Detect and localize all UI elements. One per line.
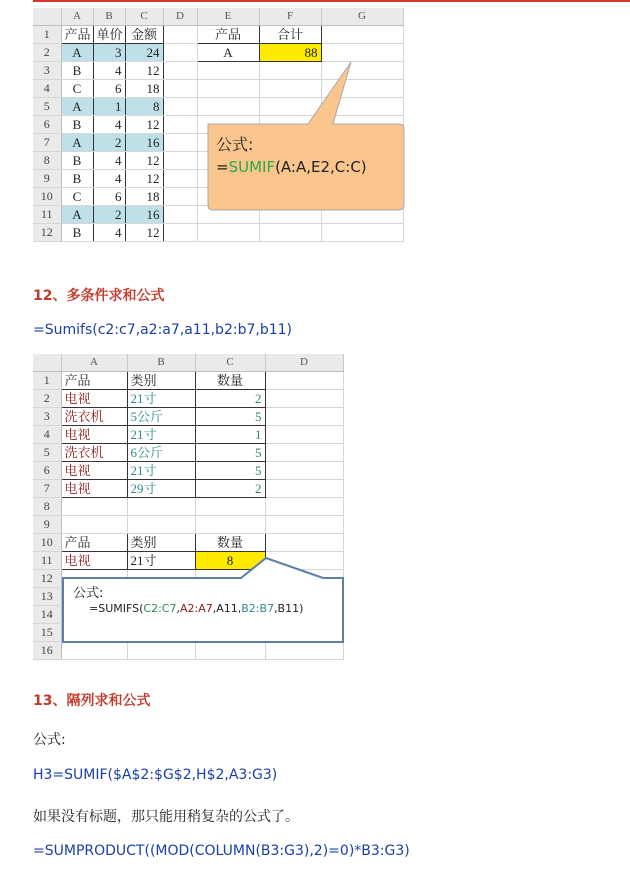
cell-a2[interactable]: A <box>61 44 93 62</box>
cell-d8[interactable] <box>163 152 197 170</box>
cell-c1[interactable]: 数量 <box>195 372 265 390</box>
col-header-b: B <box>127 354 195 372</box>
cell-c7[interactable]: 2 <box>195 480 265 498</box>
table-row <box>33 480 343 498</box>
cell-b1[interactable]: 类别 <box>127 372 195 390</box>
cell-c6[interactable]: 5 <box>195 462 265 480</box>
spreadsheet-sumif <box>33 8 403 240</box>
cell-d4[interactable] <box>265 426 343 444</box>
cell-b8[interactable]: 4 <box>93 152 125 170</box>
cell-b9[interactable]: 4 <box>93 170 125 188</box>
formula-part: , <box>176 602 180 615</box>
row-number: 11 <box>33 552 61 570</box>
formula-function: SUMIF <box>228 158 276 176</box>
cell-c4[interactable]: 1 <box>195 426 265 444</box>
cell-b10[interactable]: 6 <box>93 188 125 206</box>
cell-a2[interactable]: 电视 <box>61 390 127 408</box>
row-number: 3 <box>33 62 61 80</box>
cell-a11[interactable]: 电视 <box>61 552 127 570</box>
col-header-c: C <box>195 354 265 372</box>
cell-b10[interactable]: 类别 <box>127 534 195 552</box>
formula-range-b: B2:B7 <box>241 602 275 615</box>
row-number: 2 <box>33 44 61 62</box>
cell-b5[interactable]: 1 <box>93 98 125 116</box>
cell-b2[interactable]: 3 <box>93 44 125 62</box>
callout-sumif-title: 公式: <box>216 135 254 154</box>
cell-b9[interactable] <box>127 516 195 534</box>
row-number: 1 <box>33 372 61 390</box>
column-header-row <box>33 8 403 26</box>
table-row <box>33 642 343 660</box>
column-header-row <box>33 354 343 372</box>
formula-part: =SUMIFS( <box>89 602 144 615</box>
row-number: 13 <box>33 588 61 606</box>
cell-c6[interactable]: 12 <box>125 116 163 134</box>
cell-d7[interactable] <box>163 134 197 152</box>
cell-d3[interactable] <box>163 62 197 80</box>
row-number: 8 <box>33 152 61 170</box>
section-12-formula: =Sumifs(c2:c7,a2:a7,a11,b2:b7,b11) <box>33 322 292 338</box>
section-13-formula-1: H3=SUMIF($A$2:$G$2,H$2,A3:G3) <box>33 767 278 783</box>
cell-a8[interactable]: B <box>61 152 93 170</box>
cell-c7[interactable]: 16 <box>125 134 163 152</box>
cell-b2[interactable]: 21寸 <box>127 390 195 408</box>
cell-c16[interactable] <box>195 642 265 660</box>
row-number: 6 <box>33 462 61 480</box>
cell-c3[interactable]: 12 <box>125 62 163 80</box>
formula-prefix: = <box>216 158 229 176</box>
cell-a3[interactable]: B <box>61 62 93 80</box>
col-header-c: C <box>125 8 163 26</box>
table-row <box>33 390 343 408</box>
row-number: 3 <box>33 408 61 426</box>
cell-g1[interactable] <box>321 26 403 44</box>
cell-f2[interactable]: 88 <box>259 44 321 62</box>
table-row <box>33 444 343 462</box>
section-12-heading: 12、多条件求和公式 <box>33 288 165 304</box>
cell-a11[interactable]: A <box>61 206 93 224</box>
section-13-formula-2: =SUMPRODUCT((MOD(COLUMN(B3:G3),2)=0)*B3:G3) <box>33 843 410 859</box>
formula-args: (A:A,E2,C:C) <box>275 158 367 176</box>
cell-c11[interactable]: 8 <box>195 552 265 570</box>
cell-d4[interactable] <box>163 80 197 98</box>
cell-b11[interactable]: 21寸 <box>127 552 195 570</box>
cell-c11[interactable]: 16 <box>125 206 163 224</box>
formula-range-c: C2:C7 <box>143 602 177 615</box>
callout-sumifs-formula <box>89 602 303 615</box>
cell-b12[interactable]: 4 <box>93 224 125 242</box>
cell-b16[interactable] <box>127 642 195 660</box>
cell-c3[interactable]: 5 <box>195 408 265 426</box>
cell-b6[interactable]: 4 <box>93 116 125 134</box>
row-number: 9 <box>33 516 61 534</box>
cell-a5[interactable]: 洗衣机 <box>61 444 127 462</box>
cell-b11[interactable]: 2 <box>93 206 125 224</box>
cell-b3[interactable]: 4 <box>93 62 125 80</box>
cell-d10[interactable] <box>163 188 197 206</box>
row-number: 14 <box>33 606 61 624</box>
cell-a4[interactable]: 电视 <box>61 426 127 444</box>
callout-sumif-formula <box>216 158 367 176</box>
col-header-g: G <box>321 8 403 26</box>
col-header-b: B <box>93 8 125 26</box>
cell-a10[interactable]: C <box>61 188 93 206</box>
row-number: 2 <box>33 390 61 408</box>
col-header-a: A <box>61 8 93 26</box>
row-number: 5 <box>33 98 61 116</box>
row-number: 7 <box>33 134 61 152</box>
section-13-heading: 13、隔列求和公式 <box>33 693 151 709</box>
cell-a6[interactable]: B <box>61 116 93 134</box>
cell-a12[interactable]: B <box>61 224 93 242</box>
cell-b8[interactable] <box>127 498 195 516</box>
formula-part: ,A11, <box>212 602 242 615</box>
table-row <box>33 372 343 390</box>
cell-f1[interactable]: 合计 <box>259 26 321 44</box>
cell-a16[interactable] <box>61 642 127 660</box>
cell-d7[interactable] <box>265 480 343 498</box>
row-number: 16 <box>33 642 61 660</box>
table-row <box>33 498 343 516</box>
cell-d1[interactable] <box>265 372 343 390</box>
cell-d1[interactable] <box>163 26 197 44</box>
cell-c2[interactable]: 24 <box>125 44 163 62</box>
cell-b3[interactable]: 5公斤 <box>127 408 195 426</box>
cell-b6[interactable]: 21寸 <box>127 462 195 480</box>
row-number: 9 <box>33 170 61 188</box>
row-number: 12 <box>33 224 61 242</box>
row-number: 4 <box>33 426 61 444</box>
cell-c2[interactable]: 2 <box>195 390 265 408</box>
row-number: 8 <box>33 498 61 516</box>
col-header-e: E <box>197 8 259 26</box>
formula-part: ,B11) <box>274 602 304 615</box>
cell-b4[interactable]: 6 <box>93 80 125 98</box>
cell-a1[interactable]: 产品 <box>61 26 93 44</box>
cell-c9[interactable] <box>195 516 265 534</box>
corner-cell <box>33 8 61 26</box>
row-number: 5 <box>33 444 61 462</box>
top-divider <box>33 0 630 2</box>
cell-d2[interactable] <box>163 44 197 62</box>
row-number: 15 <box>33 624 61 642</box>
table-row <box>33 462 343 480</box>
section-13-note: 如果没有标题，那只能用稍复杂的公式了。 <box>33 809 299 825</box>
cell-b7[interactable]: 29寸 <box>127 480 195 498</box>
cell-c5[interactable]: 8 <box>125 98 163 116</box>
table-row <box>33 26 403 44</box>
row-number: 7 <box>33 480 61 498</box>
cell-a1[interactable]: 产品 <box>61 372 127 390</box>
formula-range-a: A2:A7 <box>179 602 213 615</box>
table-row <box>33 516 343 534</box>
row-number: 10 <box>33 534 61 552</box>
row-number: 1 <box>33 26 61 44</box>
cell-c1[interactable]: 金额 <box>125 26 163 44</box>
spreadsheet-sumifs <box>33 354 343 657</box>
cell-b1[interactable]: 单价 <box>93 26 125 44</box>
cell-c8[interactable] <box>195 498 265 516</box>
cell-d16[interactable] <box>265 642 343 660</box>
cell-d11[interactable] <box>163 206 197 224</box>
cell-a7[interactable]: 电视 <box>61 480 127 498</box>
cell-a5[interactable]: A <box>61 98 93 116</box>
cell-d10[interactable] <box>265 534 343 552</box>
cell-c12[interactable]: 12 <box>125 224 163 242</box>
cell-c9[interactable]: 12 <box>125 170 163 188</box>
cell-a9[interactable] <box>61 516 127 534</box>
cell-d9[interactable] <box>163 170 197 188</box>
cell-b4[interactable]: 21寸 <box>127 426 195 444</box>
cell-c5[interactable]: 5 <box>195 444 265 462</box>
cell-c10[interactable]: 数量 <box>195 534 265 552</box>
row-number: 6 <box>33 116 61 134</box>
cell-d2[interactable] <box>265 390 343 408</box>
cell-c10[interactable]: 18 <box>125 188 163 206</box>
cell-d5[interactable] <box>265 444 343 462</box>
cell-c8[interactable]: 12 <box>125 152 163 170</box>
cell-c4[interactable]: 18 <box>125 80 163 98</box>
cell-e2[interactable]: A <box>197 44 259 62</box>
row-number: 10 <box>33 188 61 206</box>
cell-a10[interactable]: 产品 <box>61 534 127 552</box>
cell-e1[interactable]: 产品 <box>197 26 259 44</box>
row-number: 11 <box>33 206 61 224</box>
table-row <box>33 426 343 444</box>
cell-d5[interactable] <box>163 98 197 116</box>
row-number: 12 <box>33 570 61 588</box>
cell-a3[interactable]: 洗衣机 <box>61 408 127 426</box>
cell-d9[interactable] <box>265 516 343 534</box>
row-number: 4 <box>33 80 61 98</box>
cell-d6[interactable] <box>265 462 343 480</box>
col-header-d: D <box>265 354 343 372</box>
cell-a7[interactable]: A <box>61 134 93 152</box>
section-13-label: 公式: <box>33 732 66 748</box>
callout-sumifs-title: 公式: <box>73 586 104 601</box>
col-header-f: F <box>259 8 321 26</box>
cell-a4[interactable]: C <box>61 80 93 98</box>
cell-d8[interactable] <box>265 498 343 516</box>
col-header-d: D <box>163 8 197 26</box>
corner-cell <box>33 354 61 372</box>
cell-d12[interactable] <box>163 224 197 242</box>
cell-a6[interactable]: 电视 <box>61 462 127 480</box>
cell-d3[interactable] <box>265 408 343 426</box>
cell-b5[interactable]: 6公斤 <box>127 444 195 462</box>
cell-b7[interactable]: 2 <box>93 134 125 152</box>
col-header-a: A <box>61 354 127 372</box>
cell-a8[interactable] <box>61 498 127 516</box>
cell-d6[interactable] <box>163 116 197 134</box>
cell-a9[interactable]: B <box>61 170 93 188</box>
table-row <box>33 534 343 552</box>
table-row <box>33 408 343 426</box>
